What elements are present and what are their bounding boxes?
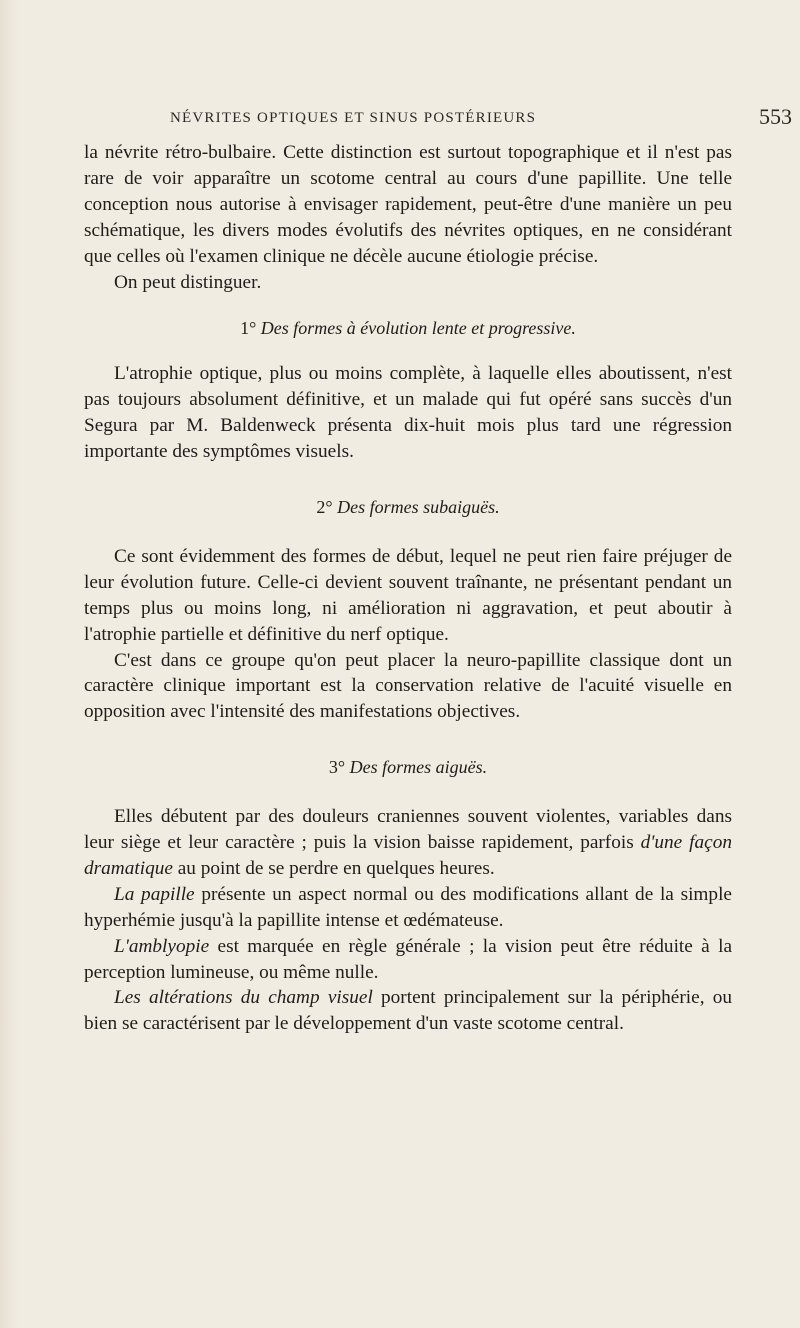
paragraph-4: [84, 544, 732, 648]
paragraph-4-text: Ce sont évidemment des formes de début, lequel ne peut rien faire préjuger de leur évolution future. Celle-ci devient souvent traînante, ne présentant pendant un temps plus ou moins long, ni amélioration ni aggravation, et peut aboutir à l'atrophie partielle et définitive du nerf optique.: [84, 545, 732, 645]
paragraph-6: [84, 804, 732, 882]
page-number: 553: [759, 104, 792, 129]
paragraph-6-text: Elles débutent par des douleurs craniennes souvent violentes, variables dans leur siège et leur caractère ; puis la vision baisse rapidement, parfois: [84, 806, 732, 854]
paragraph-2: [84, 270, 732, 296]
paragraph-9-italic: Les altérations du champ visuel: [114, 987, 373, 1009]
paragraph-8: [84, 934, 732, 986]
paragraph-8-italic: L'amblyopie: [114, 935, 210, 957]
paragraph-3-text: L'atrophie optique, plus ou moins complète, à laquelle elles aboutissent, n'est pas toujours absolument définitive, et un malade qui fut opéré sans succès d'un Segura par M. Baldenweck présenta dix-huit mois plus tard une régression importante des symptômes visuels.: [84, 363, 732, 463]
paragraph-5: [84, 648, 732, 726]
paragraph-9: [84, 985, 732, 1037]
section-3-number: 3°: [328, 757, 346, 778]
paragraph-8-text: est marquée en règle générale ; la vision peut être réduite à la perception lumineuse, ou même nulle.: [84, 935, 732, 983]
section-title-1: [84, 316, 732, 342]
running-title: NÉVRITES OPTIQUES ET SINUS POSTÉRIEURS: [170, 110, 537, 126]
section-3-title: Des formes aiguës.: [349, 757, 488, 778]
paragraph-7-text: présente un aspect normal ou des modifications allant de la simple hyperhémie jusqu'à la papillite intense et œdémateuse.: [84, 883, 732, 931]
paragraph-1-text: la névrite rétro-bulbaire. Cette distinction est surtout topographique et il n'est pas rare de voir apparaître un scotome central au cours d'une papillite. Une telle conception nous autorise à envisager rapidement, peut-être d'une manière un peu schématique, les divers modes évolutifs des névrites optiques, en ne considérant que celles où l'examen clinique ne décèle aucune étiologie précise.: [84, 142, 732, 267]
paragraph-1: [84, 140, 732, 270]
paragraph-7-italic: La papille: [114, 883, 195, 905]
paragraph-7: [84, 882, 732, 934]
section-title-3: [84, 755, 732, 781]
paragraph-3: [84, 361, 732, 465]
body-text: [84, 140, 732, 1037]
section-2-title: Des formes subaiguës.: [337, 496, 500, 517]
running-head: [170, 104, 792, 134]
paragraph-9-text: portent principalement sur la périphérie, ou bien se caractérisent par le développement d'un vaste scotome central.: [84, 987, 733, 1035]
section-2-number: 2°: [316, 496, 333, 517]
section-title-2: [84, 495, 732, 521]
section-1-number: 1°: [240, 318, 257, 339]
paragraph-6-end: au point de se perdre en quelques heures.: [177, 857, 495, 879]
paragraph-5-text: C'est dans ce groupe qu'on peut placer la neuro-papillite classique dont un caractère clinique important est la conservation relative de l'acuité visuelle en opposition avec l'intensité des manifestations objectives.: [84, 649, 732, 723]
paragraph-6-italic: d'une façon dramatique: [84, 832, 732, 879]
page-gutter-shadow: [0, 0, 18, 1328]
section-1-title: Des formes à évolution lente et progressive.: [260, 318, 576, 339]
paragraph-2-text: On peut distinguer.: [114, 271, 262, 293]
